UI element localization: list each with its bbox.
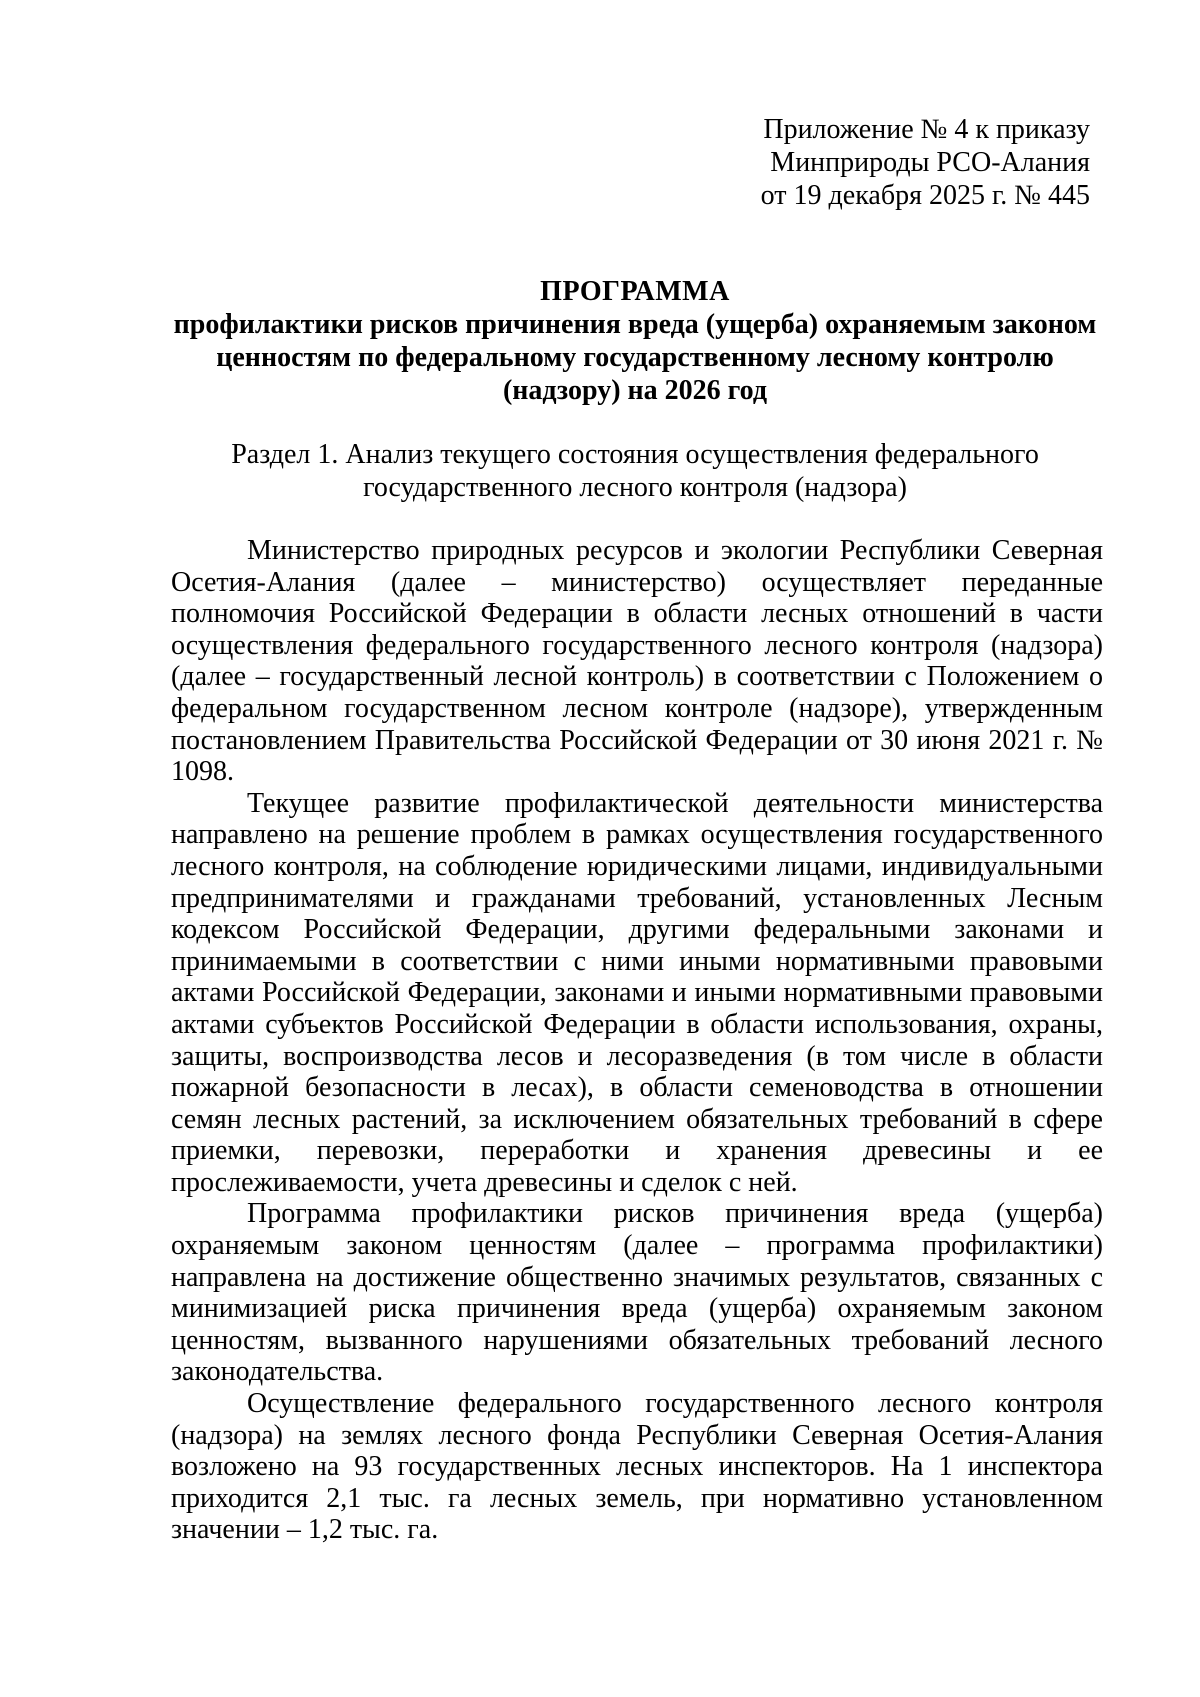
paragraph: Министерство природных ресурсов и экологии Республики Северная Осетия-Алания (далее – министерство) осуществляет переданные полномочия Российской Федерации в области лесных отношений в части осуществления федерального государственного лесного контроля (надзора) (далее – государственный лесной контроль) в соответствии с Положением о федеральном государственном лесном контроле (надзоре), утвержденным постановлением Правительства Российской Федерации от 30 июня 2021 г. № 1098.	[171, 535, 1103, 788]
appendix-header	[761, 113, 1090, 212]
appendix-line-2: Минприроды РСО-Алания	[770, 147, 1090, 178]
title-line-2: ценностям по федеральному государственному лесному контролю	[216, 342, 1054, 373]
section-heading-line-2: государственного лесного контроля (надзора)	[363, 472, 907, 503]
paragraph: Программа профилактики рисков причинения вреда (ущерба) охраняемым законом ценностям (далее – программа профилактики) направлена на достижение общественно значимых результатов, связанных с минимизацией риска причинения вреда (ущерба) охраняемым законом ценностям, вызванного нарушениями обязательных требований лесного законодательства.	[171, 1198, 1103, 1388]
paragraph: Текущее развитие профилактической деятельности министерства направлено на решение проблем в рамках осуществления государственного лесного контроля, на соблюдение юридическими лицами, индивидуальными предпринимателями и гражданами требований, установленных Лесным кодексом Российской Федерации, другими федеральными законами и принимаемыми в соответствии с ними иными нормативными правовыми актами Российской Федерации, законами и иными нормативными правовыми актами субъектов Российской Федерации в области использования, охраны, защиты, воспроизводства лесов и лесоразведения (в том числе в области пожарной безопасности в лесах), в области семеноводства в отношении семян лесных растений, за исключением обязательных требований в сфере приемки, перевозки, переработки и хранения древесины и ее прослеживаемости, учета древесины и сделок с ней.	[171, 787, 1103, 1198]
appendix-line-1: Приложение № 4 к приказу	[763, 114, 1090, 145]
body-text	[171, 535, 1103, 1546]
section-heading	[170, 438, 1100, 504]
title-line-1: профилактики рисков причинения вреда (ущерба) охраняемым законом	[173, 309, 1097, 340]
section-heading-line-1: Раздел 1. Анализ текущего состояния осуществления федерального	[231, 439, 1039, 470]
title-main: ПРОГРАММА	[540, 276, 730, 307]
appendix-line-3: от 19 декабря 2025 г. № 445	[760, 180, 1090, 211]
document-title	[170, 275, 1100, 407]
paragraph: Осуществление федерального государственного лесного контроля (надзора) на землях лесного фонда Республики Северная Осетия-Алания возложено на 93 государственных лесных инспекторов. На 1 инспектора приходится 2,1 тыс. га лесных земель, при нормативно установленном значении – 1,2 тыс. га.	[171, 1388, 1103, 1546]
title-line-3: (надзору) на 2026 год	[502, 375, 768, 406]
